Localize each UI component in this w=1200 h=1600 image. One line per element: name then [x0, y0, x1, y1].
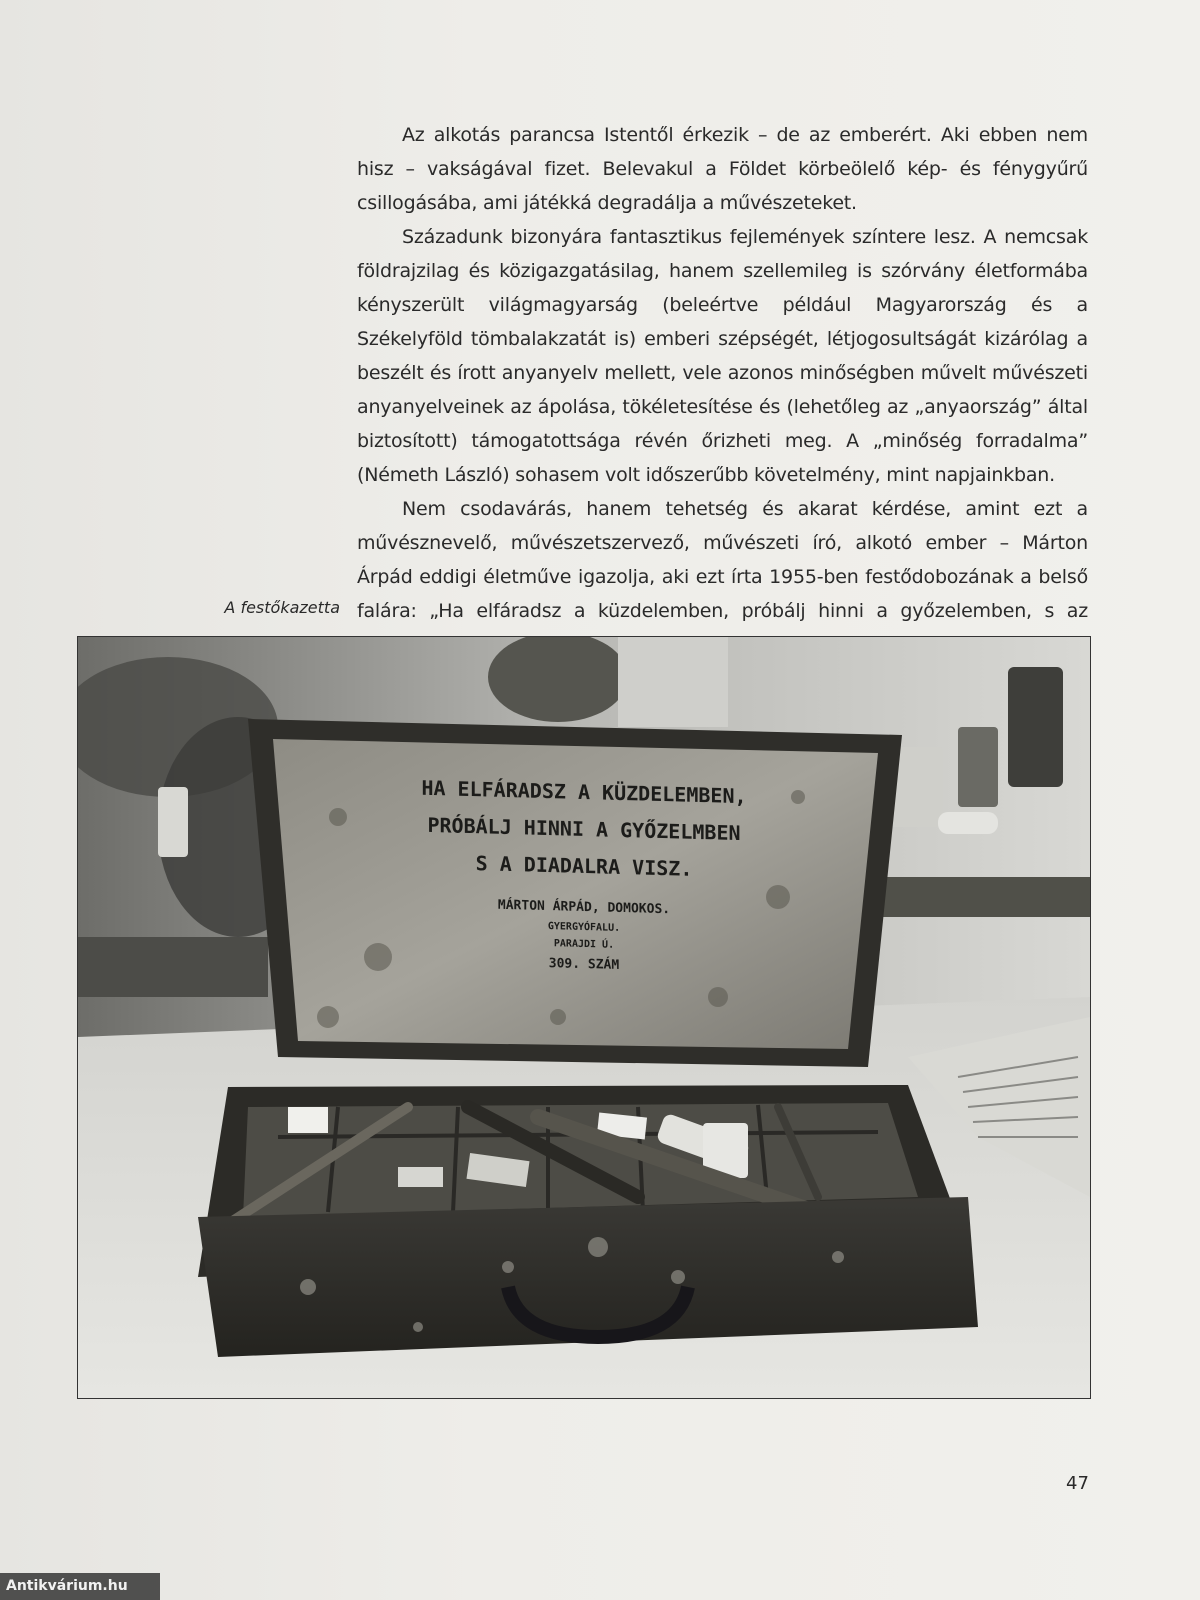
watermark: Antikvárium.hu: [0, 1573, 160, 1600]
paragraph-3: Nem csodavárás, hanem tehetség és akarat kérdése, amint ezt a művésznevelő, művészetszervező, művészeti író, alkotó ember – Márton Árpád eddigi életműve igazolja, aki ezt írta 1955-ben festődobozának a belső falára: „Ha elfáradsz a küzdelemben, próbálj hinni a győzelemben, s az: [357, 498, 1088, 622]
lid-house-number: 309. SZÁM: [548, 956, 620, 973]
lid-address-line-1: GYERGYÓFALU.: [547, 921, 621, 934]
paragraph-1: Az alkotás parancsa Istentől érkezik – de az emberért. Aki ebben nem hisz – vakságával fizet. Belevakul a Földet körbeölelő kép- és fénygyűrű csillogásába, ami játékká degradálja a művészeteket.: [357, 124, 1088, 214]
body-text: [357, 118, 1088, 662]
lid-inscription-line-1: HA ELFÁRADSZ A KÜZDELEMBEN,: [421, 775, 747, 809]
lid-owner-name: MÁRTON ÁRPÁD, DOMOKOS.: [497, 897, 671, 918]
lid-inscription-line-2: PRÓBÁLJ HINNI A GYŐZELMBEN: [427, 812, 741, 846]
paint-box-illustration: [78, 637, 1090, 1398]
page-number: 47: [1066, 1473, 1089, 1494]
photo-caption: A festőkazetta: [224, 598, 340, 617]
paragraph-2: Századunk bizonyára fantasztikus fejlemények színtere lesz. A nemcsak földrajzilag és közigazgatásilag, hanem szellemileg is szórvány életformába kényszerült világmagyarság (beleértve például Magyarország és a Székelyföld tömbalakzatát is) emberi szépségét, létjogosultságát kizárólag a beszélt és írott anyanyelv mellett, vele azonos minőségben művelt művészeti anyanyelveinek az ápolása, tökéletesítése és (lehetőleg az „anyaország” által biztosított) támogatottsága révén őrizheti meg. A „minőség forradalma” (Németh László) sohasem volt időszerűbb követelmény, mint napjainkban.: [357, 226, 1088, 486]
lid-inscription-line-3: S A DIADALRA VISZ.: [475, 851, 693, 881]
lid-address-line-2: PARAJDI Ú.: [553, 938, 615, 951]
paint-box-photo: [77, 636, 1091, 1399]
